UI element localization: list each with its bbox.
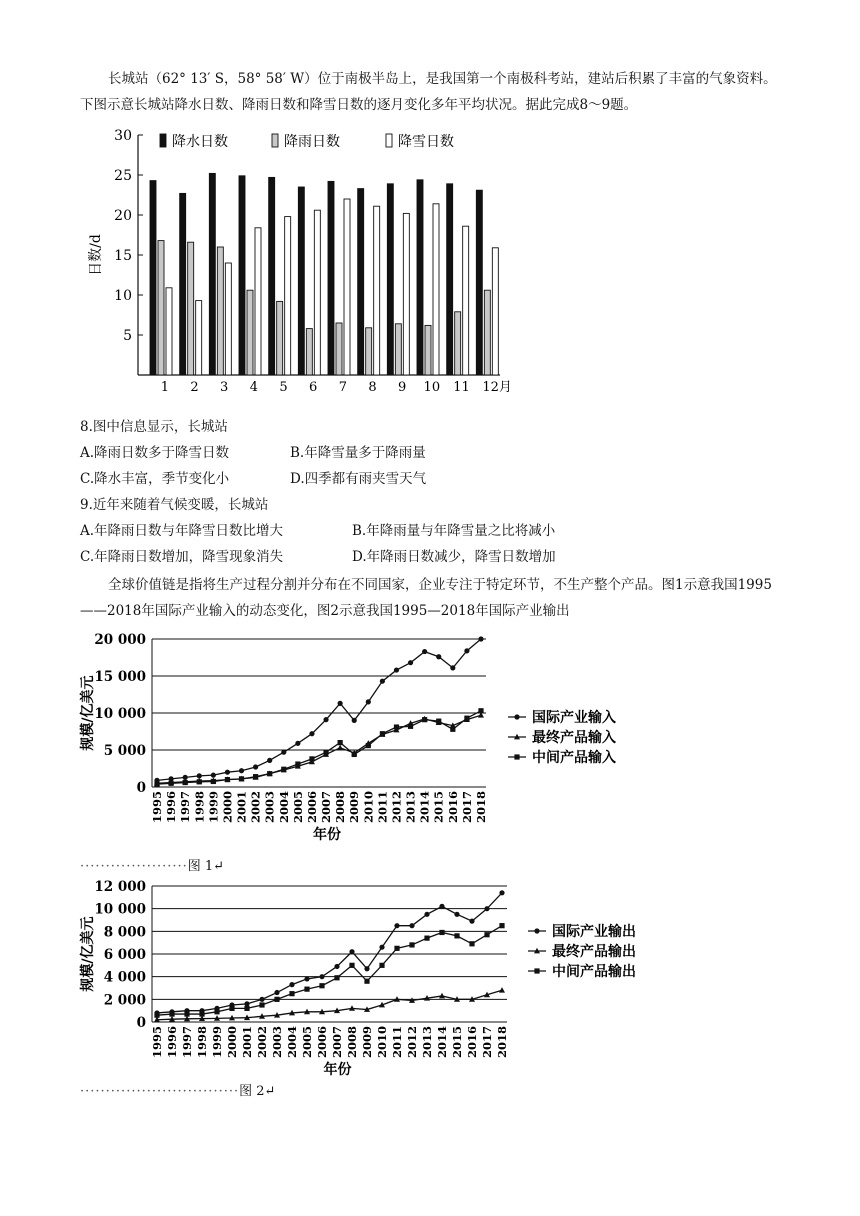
x-tick-label: 2012 xyxy=(389,791,404,824)
question-9-option-d[interactable]: D.年降雨日数减少，降雪日数增加 xyxy=(352,549,556,565)
point-中间产品输出 xyxy=(199,1011,204,1016)
y-tick-label: 10 000 xyxy=(94,901,146,918)
x-tick-label: 2015 xyxy=(431,791,446,824)
y-tick-label: 8 000 xyxy=(103,924,146,941)
point-中间产品输入 xyxy=(450,727,455,732)
figure-1-label: 图 1↵ xyxy=(187,859,225,874)
bar-降雪日数 xyxy=(403,213,409,375)
x-tick-label: 9 xyxy=(398,380,407,395)
x-tick-label: 1997 xyxy=(180,1026,194,1059)
point-中间产品输入 xyxy=(436,719,441,724)
bar-降雨日数 xyxy=(158,241,164,375)
legend-marker xyxy=(534,968,539,973)
point-中间产品输入 xyxy=(478,708,483,713)
legend-marker xyxy=(514,714,519,719)
x-tick-label: 1995 xyxy=(150,1026,164,1059)
point-国际产业输出 xyxy=(394,923,399,928)
point-中间产品输出 xyxy=(409,942,414,947)
y-tick-label: 0 xyxy=(136,1015,146,1031)
point-国际产业输入 xyxy=(225,770,230,775)
point-国际产业输出 xyxy=(364,966,369,971)
x-tick-label: 2012 xyxy=(405,1026,419,1059)
point-国际产业输出 xyxy=(379,945,384,950)
bar-降水日数 xyxy=(298,187,304,375)
point-中间产品输出 xyxy=(379,963,384,968)
y-tick-label: 20 000 xyxy=(94,632,146,648)
point-中间产品输入 xyxy=(211,779,216,784)
bar-降雪日数 xyxy=(433,204,439,375)
x-tick-label: 2000 xyxy=(225,1026,239,1059)
bar-降雨日数 xyxy=(188,242,194,375)
y-axis-label: 日数/d xyxy=(88,234,104,276)
bar-降雪日数 xyxy=(166,288,172,375)
point-国际产业输出 xyxy=(289,982,294,987)
point-国际产业输入 xyxy=(197,773,202,778)
y-tick-label: 10 xyxy=(114,288,132,304)
point-国际产业输出 xyxy=(349,949,354,954)
question-9-option-c[interactable]: C.年降雨日数增加，降雪现象消失 xyxy=(80,549,284,565)
x-tick-label: 2017 xyxy=(459,791,474,824)
bar-降雪日数 xyxy=(492,248,498,375)
x-tick-label: 2005 xyxy=(300,1026,314,1059)
x-tick-label: 2006 xyxy=(315,1026,329,1059)
x-tick-label: 2016 xyxy=(445,791,460,824)
point-国际产业输入 xyxy=(338,701,343,706)
point-国际产业输入 xyxy=(323,717,328,722)
figure-2-dots: ······························· xyxy=(80,1084,240,1099)
y-tick-label: 15 000 xyxy=(94,669,146,685)
point-国际产业输入 xyxy=(267,758,272,763)
x-tick-label: 1997 xyxy=(178,791,193,824)
figure-1-dots: ····················· xyxy=(80,859,188,874)
x-tick-label: 10 xyxy=(423,380,441,395)
point-中间产品输入 xyxy=(464,716,469,721)
point-中间产品输出 xyxy=(484,932,489,937)
point-国际产业输入 xyxy=(478,636,483,641)
x-tick-label: 2001 xyxy=(234,791,249,824)
series-line-国际产业输入 xyxy=(157,639,481,780)
x-tick-label: 2009 xyxy=(347,791,362,824)
legend-label: 降水日数 xyxy=(172,134,228,150)
x-tick-label: 2004 xyxy=(285,1026,299,1059)
legend-label: 降雨日数 xyxy=(284,134,340,150)
point-国际产业输入 xyxy=(394,667,399,672)
x-tick-label: 2003 xyxy=(270,1026,284,1059)
bar-降雪日数 xyxy=(463,226,469,375)
point-中间产品输出 xyxy=(349,963,354,968)
point-中间产品输出 xyxy=(424,936,429,941)
x-tick-label: 2004 xyxy=(276,791,291,824)
x-tick-label: 2014 xyxy=(435,1026,449,1059)
x-tick-label: 1998 xyxy=(195,1026,209,1059)
figure-1-line-chart xyxy=(0,625,860,865)
question-8-option-d[interactable]: D.四季都有雨夹雪天气 xyxy=(290,471,427,487)
x-tick-label: 7 xyxy=(338,380,347,395)
y-tick-label: 30 xyxy=(114,128,132,144)
intro-text-2: 全球价值链是指将生产过程分割并分布在不同国家，企业专注于特定环节，不生产整个产品。图1示意我国1995——2018年国际产业输入的动态变化，图2示意我国1995—2018年国际产业输出 xyxy=(80,577,772,619)
point-国际产业输出 xyxy=(424,912,429,917)
point-国际产业输出 xyxy=(409,923,414,928)
x-tick-label: 2013 xyxy=(403,791,418,824)
x-tick-label: 2011 xyxy=(390,1026,404,1059)
point-中间产品输出 xyxy=(214,1009,219,1014)
point-中间产品输入 xyxy=(225,777,230,782)
bar-降雪日数 xyxy=(255,228,261,375)
legend-label: 最终产品输入 xyxy=(532,730,616,746)
point-国际产业输入 xyxy=(380,679,385,684)
y-tick-label: 10 000 xyxy=(94,706,146,722)
bar-降水日数 xyxy=(150,181,156,375)
point-中间产品输出 xyxy=(304,987,309,992)
legend-marker xyxy=(514,754,519,759)
point-国际产业输入 xyxy=(309,731,314,736)
y-tick-label: 5 000 xyxy=(103,743,146,759)
x-tick-label: 12月 xyxy=(482,380,512,395)
x-tick-label: 2018 xyxy=(474,791,488,824)
x-tick-label: 2017 xyxy=(480,1026,494,1059)
y-tick-label: 25 xyxy=(114,168,132,184)
bar-降雪日数 xyxy=(285,217,291,375)
point-中间产品输入 xyxy=(366,743,371,748)
point-最终产品输出 xyxy=(439,993,445,999)
point-国际产业输出 xyxy=(274,990,279,995)
point-中间产品输入 xyxy=(239,776,244,781)
point-中间产品输出 xyxy=(229,1006,234,1011)
point-中间产品输出 xyxy=(364,979,369,984)
point-中间产品输出 xyxy=(259,1002,264,1007)
series-line-中间产品输入 xyxy=(157,711,481,784)
point-国际产业输出 xyxy=(469,919,474,924)
x-tick-label: 2010 xyxy=(375,1026,389,1059)
point-中间产品输出 xyxy=(499,923,504,928)
question-9-option-a[interactable]: A.年降雨日数与年降雪日数比增大 xyxy=(80,523,284,539)
y-tick-label: 0 xyxy=(136,780,146,796)
point-最终产品输入 xyxy=(337,745,343,751)
legend-swatch xyxy=(272,134,278,147)
point-国际产业输出 xyxy=(259,997,264,1002)
x-tick-label: 11 xyxy=(453,380,470,395)
x-tick-label: 3 xyxy=(220,380,229,395)
bar-降雨日数 xyxy=(247,290,253,375)
y-axis-label: 规模/亿美元 xyxy=(80,916,96,992)
bar-降水日数 xyxy=(328,181,334,375)
bar-降水日数 xyxy=(180,193,186,375)
bar-降雨日数 xyxy=(277,301,283,375)
question-8-option-a[interactable]: A.降雨日数多于降雪日数 xyxy=(80,445,230,461)
point-中间产品输入 xyxy=(183,780,188,785)
question-9-option-b[interactable]: B.年降雨量与年降雪量之比将减小 xyxy=(352,523,556,539)
point-中间产品输出 xyxy=(394,946,399,951)
point-中间产品输入 xyxy=(281,767,286,772)
x-tick-label: 1999 xyxy=(206,791,221,824)
bar-降雪日数 xyxy=(196,301,202,375)
point-国际产业输出 xyxy=(454,912,459,917)
point-国际产业输入 xyxy=(295,741,300,746)
point-国际产业输入 xyxy=(450,665,455,670)
series-line-最终产品输出 xyxy=(157,990,502,1019)
series-line-国际产业输出 xyxy=(157,893,502,1013)
point-中间产品输出 xyxy=(289,991,294,996)
bar-降雪日数 xyxy=(225,263,231,375)
x-tick-label: 6 xyxy=(309,380,318,395)
point-中间产品输入 xyxy=(422,717,427,722)
x-tick-label: 1 xyxy=(160,380,169,395)
point-中间产品输出 xyxy=(334,975,339,980)
point-国际产业输入 xyxy=(366,699,371,704)
bar-降水日数 xyxy=(447,184,453,375)
point-国际产业输出 xyxy=(484,906,489,911)
x-tick-label: 2001 xyxy=(240,1026,254,1059)
x-tick-label: 1996 xyxy=(164,791,179,824)
y-tick-label: 20 xyxy=(114,208,132,224)
legend-marker xyxy=(534,928,539,933)
x-tick-label: 2003 xyxy=(262,791,277,824)
x-tick-label: 2010 xyxy=(361,791,376,824)
x-tick-label: 1999 xyxy=(210,1026,224,1059)
bar-降雪日数 xyxy=(314,210,320,375)
x-tick-label: 1995 xyxy=(150,791,164,824)
x-tick-label: 2000 xyxy=(220,791,235,824)
bar-降水日数 xyxy=(239,176,245,375)
series-line-最终产品输入 xyxy=(157,715,481,783)
point-中间产品输入 xyxy=(253,774,258,779)
bar-降水日数 xyxy=(387,184,393,375)
point-国际产业输入 xyxy=(408,660,413,665)
point-中间产品输入 xyxy=(295,761,300,766)
bar-降雨日数 xyxy=(336,323,342,375)
point-中间产品输出 xyxy=(469,941,474,946)
x-tick-label: 2007 xyxy=(319,791,334,824)
point-中间产品输入 xyxy=(168,781,173,786)
legend-label: 国际产业输出 xyxy=(552,924,636,940)
y-tick-label: 5 xyxy=(123,328,132,344)
x-tick-label: 8 xyxy=(368,380,377,395)
x-tick-label: 2008 xyxy=(345,1026,359,1059)
legend-label: 国际产业输入 xyxy=(532,710,616,726)
point-中间产品输出 xyxy=(154,1013,159,1018)
point-国际产业输入 xyxy=(211,773,216,778)
point-中间产品输入 xyxy=(309,756,314,761)
point-中间产品输出 xyxy=(244,1006,249,1011)
question-8-stem: 8.图中信息显示，长城站 xyxy=(80,419,228,435)
bar-降雪日数 xyxy=(344,199,350,375)
bar-降水日数 xyxy=(269,177,275,375)
point-国际产业输入 xyxy=(464,648,469,653)
x-axis-label: 年份 xyxy=(313,827,341,843)
x-tick-label: 2013 xyxy=(420,1026,434,1059)
intro-text-1: 长城站（62° 13′ S，58° 58′ W）位于南极半岛上，是我国第一个南极科考站，建站后积累了丰富的气象资料。下图示意长城站降水日数、降雨日数和降雪日数的逐月变化多年平均状况。据此完成8～9题。 xyxy=(80,71,777,113)
y-tick-label: 15 xyxy=(114,248,132,264)
legend-swatch xyxy=(160,134,166,147)
point-国际产业输入 xyxy=(239,768,244,773)
point-国际产业输出 xyxy=(439,904,444,909)
point-国际产业输出 xyxy=(304,976,309,981)
bar-降雨日数 xyxy=(366,328,372,375)
point-中间产品输出 xyxy=(184,1011,189,1016)
series-line-中间产品输出 xyxy=(157,926,502,1016)
point-中间产品输出 xyxy=(274,997,279,1002)
point-中间产品输入 xyxy=(154,781,159,786)
question-9-stem: 9.近年来随着气候变暖，长城站 xyxy=(80,497,269,513)
point-中间产品输出 xyxy=(319,983,324,988)
x-tick-label: 2014 xyxy=(417,791,432,824)
point-国际产业输出 xyxy=(244,1001,249,1006)
point-国际产业输入 xyxy=(436,654,441,659)
x-tick-label: 2 xyxy=(190,380,199,395)
bar-降水日数 xyxy=(417,180,423,375)
point-国际产业输出 xyxy=(334,964,339,969)
y-tick-label: 4 000 xyxy=(103,969,146,986)
point-国际产业输出 xyxy=(319,974,324,979)
bar-降水日数 xyxy=(358,189,364,375)
bar-降雨日数 xyxy=(395,324,401,375)
x-tick-label: 2002 xyxy=(255,1026,269,1059)
point-中间产品输入 xyxy=(352,752,357,757)
legend-label: 降雪日数 xyxy=(398,134,454,150)
point-国际产业输入 xyxy=(281,750,286,755)
bar-降雨日数 xyxy=(217,247,223,375)
bar-降雨日数 xyxy=(455,312,461,375)
point-中间产品输入 xyxy=(394,724,399,729)
bar-降雨日数 xyxy=(306,329,312,375)
x-tick-label: 2015 xyxy=(450,1026,464,1059)
point-最终产品输出 xyxy=(499,987,505,993)
question-8-option-c[interactable]: C.降水丰富，季节变化小 xyxy=(80,471,230,487)
y-tick-label: 6 000 xyxy=(103,947,146,963)
x-tick-label: 2008 xyxy=(333,791,348,824)
x-axis-label: 年份 xyxy=(323,1062,352,1078)
x-tick-label: 2005 xyxy=(290,791,305,824)
point-中间产品输入 xyxy=(323,750,328,755)
x-tick-label: 2009 xyxy=(360,1026,374,1059)
x-tick-label: 4 xyxy=(249,380,258,395)
bar-降雨日数 xyxy=(484,290,490,375)
x-tick-label: 2018 xyxy=(495,1026,509,1059)
bar-降雨日数 xyxy=(425,325,431,375)
legend-label: 中间产品输出 xyxy=(552,964,636,980)
legend-label: 中间产品输入 xyxy=(532,750,616,766)
y-tick-label: 12 000 xyxy=(94,879,146,895)
point-中间产品输入 xyxy=(267,771,272,776)
point-国际产业输出 xyxy=(499,890,504,895)
bar-降雪日数 xyxy=(374,206,380,375)
point-中间产品输出 xyxy=(169,1011,174,1016)
y-axis-label: 规模/亿美元 xyxy=(80,675,96,751)
figure-2-line-chart xyxy=(0,875,860,1085)
x-tick-label: 1996 xyxy=(165,1026,179,1059)
x-tick-label: 2006 xyxy=(304,791,319,824)
x-tick-label: 2016 xyxy=(465,1026,479,1059)
x-tick-label: 2007 xyxy=(330,1026,344,1059)
point-国际产业输入 xyxy=(352,718,357,723)
x-tick-label: 5 xyxy=(279,380,288,395)
figure-1-caption xyxy=(80,855,224,874)
intro-paragraph-2 xyxy=(80,572,780,624)
bar-降水日数 xyxy=(209,173,215,375)
point-中间产品输入 xyxy=(338,740,343,745)
point-中间产品输出 xyxy=(439,930,444,935)
point-国际产业输入 xyxy=(253,764,258,769)
point-中间产品输入 xyxy=(408,724,413,729)
point-中间产品输出 xyxy=(454,933,459,938)
x-tick-label: 2002 xyxy=(248,791,263,824)
point-中间产品输入 xyxy=(380,731,385,736)
legend-swatch xyxy=(386,134,392,147)
bar-降水日数 xyxy=(476,190,482,375)
legend-label: 最终产品输出 xyxy=(552,944,636,960)
figure-2-caption xyxy=(80,1080,275,1099)
point-国际产业输入 xyxy=(422,649,427,654)
figure-2-label: 图 2↵ xyxy=(239,1084,276,1099)
precip-bar-chart xyxy=(0,0,860,420)
x-tick-label: 1998 xyxy=(192,791,207,824)
y-tick-label: 2 000 xyxy=(103,992,146,1009)
question-8-option-b[interactable]: B.年降雪量多于降雨量 xyxy=(290,445,426,461)
point-中间产品输入 xyxy=(197,779,202,784)
x-tick-label: 2011 xyxy=(375,791,390,824)
